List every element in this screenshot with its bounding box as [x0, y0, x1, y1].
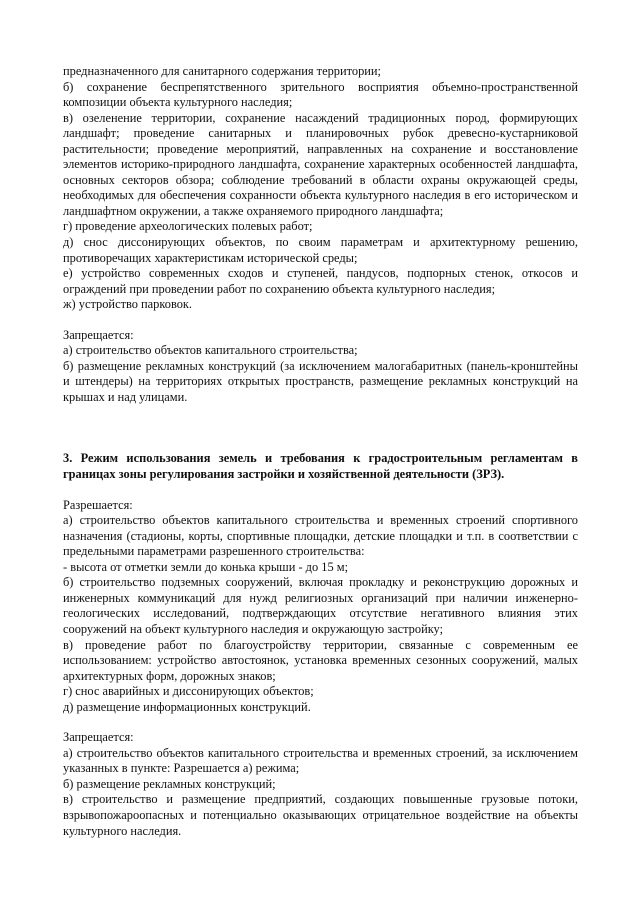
list-item: а) строительство объектов капитального строительства и временных строений, за исключением указанных в пункте: Разрешается а) режима; [63, 745, 578, 776]
list-item: б) сохранение беспрепятственного зрительного восприятия объемно-пространственной композиции объекта культурного наследия; [63, 79, 578, 110]
list-item: г) снос аварийных и диссонирующих объектов; [63, 684, 314, 699]
list-item: в) строительство и размещение предприятий, создающих повышенные грузовые потоки, взрывопожароопасных и потенциально оказывающих отрицательное воздействие на объекты культурного наследия. [63, 792, 578, 838]
allowed-section [63, 498, 578, 716]
list-item: д) снос диссонирующих объектов, по своим параметрам и архитектурному решению, противоречащих характеристикам исторической среды; [63, 235, 578, 265]
list-item: д) размещение информационных конструкций. [63, 699, 311, 714]
list-item: б) размещение рекламных конструкций; [63, 776, 276, 791]
forbidden-section [63, 730, 578, 839]
list-item: е) устройство современных сходов и ступеней, пандусов, подпорных стенок, откосов и ограждений при проведении работ по сохранению объекта культурного наследия; [63, 266, 578, 296]
list-item: в) проведение работ по благоустройству территории, связанные с современным ее использованием: устройство автостоянок, установка временных сезонных сооружений, малых архитектурных форм, дорожных знаков; [63, 637, 578, 683]
permitted-items-continued [63, 64, 578, 313]
list-item: б) размещение рекламных конструкций (за исключением малогабаритных (панель-кронштейны и штендеры) на территориях открытых пространств, размещение рекламных конструкций на крышах и над улицами. [63, 358, 578, 404]
list-item: ж) устройство парковок. [63, 297, 193, 312]
list-item: б) строительство подземных сооружений, включая прокладку и реконструкцию дорожных и инженерных коммуникаций для нужд религиозных организаций при наличии инженерно-геологических исследований, подтверждающих отсутствие негативного влияния этих сооружений на объект культурного наследия и окружающую застройку; [63, 575, 578, 636]
section-label: Запрещается: [63, 327, 134, 342]
section-heading: 3. Режим использования земель и требования к градостроительным регламентам в границах зоны регулирования застройки и хозяйственной деятельности (ЗРЗ). [63, 451, 578, 482]
list-item: предназначенного для санитарного содержания территории; [63, 64, 381, 78]
list-item: а) строительство объектов капитального строительства; [63, 343, 358, 358]
prohibited-section [63, 328, 578, 406]
list-item: в) озеленение территории, сохранение насаждений традиционных пород, формирующих ландшафт; проведение санитарных и планировочных рубок древесно-кустарниковой растительности; проведение мероприятий, направленных на сохранение и восстановление элементов историко-природного ландшафта, сохранение характерных особенностей ландшафта, основных секторов обзора; соблюдение требований в области охраны окружающей среды, необходимых для обеспечения сохранности объекта культурного наследия в его историческом и ландшафтном окружении, а также охраняемого природного ландшафта; [63, 110, 578, 218]
list-item: а) строительство объектов капитального строительства и временных строений спортивного назначения (стадионы, корты, спортивные площадки, детские площадки и т.п. в соответствии с предельными параметрами разрешенного строительства: [63, 513, 578, 559]
section-label: Запрещается: [63, 730, 134, 745]
list-item: - высота от отметки земли до конька крыши - до 15 м; [63, 559, 349, 574]
list-item: г) проведение археологических полевых работ; [63, 219, 313, 234]
section-label: Разрешается: [63, 497, 133, 512]
